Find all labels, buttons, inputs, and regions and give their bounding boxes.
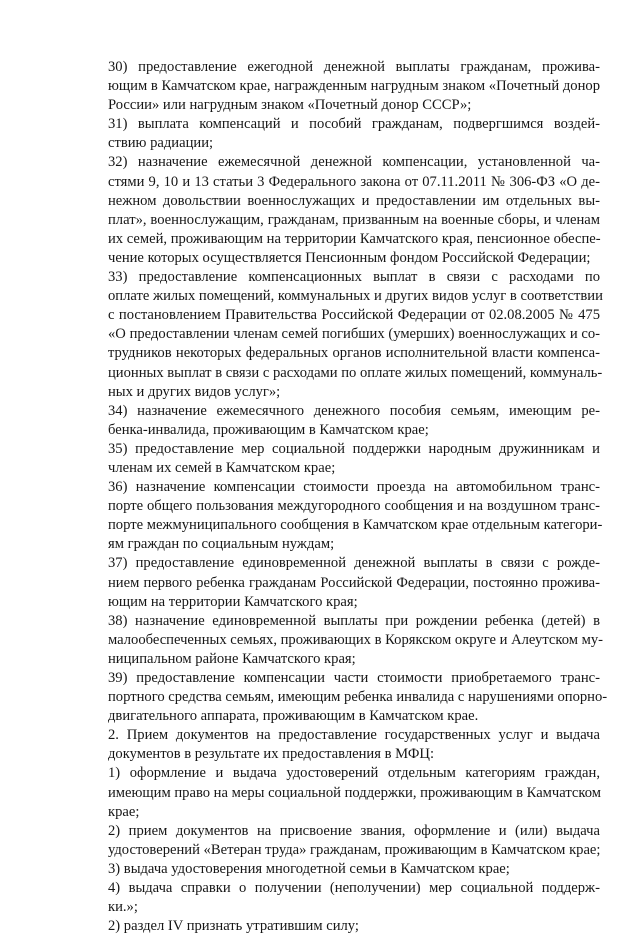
document-line: нежном довольствии военнослужащих и предоставлении им отдельных вы-: [108, 192, 600, 209]
document-line: их семей, проживающим на территории Камчатского края, пенсионное обеспе-: [108, 230, 601, 247]
document-line: двигательного аппарата, проживающим в Камчатском крае.: [108, 708, 479, 725]
document-paragraph: [72, 478, 603, 554]
document-paragraph: [72, 554, 600, 611]
document-paragraph: [72, 612, 603, 669]
document-line: стями 9, 10 и 13 статьи 3 Федерального закона от 07.11.2011 № 306-ФЗ «О де-: [108, 173, 600, 190]
document-paragraph: [72, 917, 600, 936]
document-line: ствию радиации;: [108, 135, 214, 152]
document-paragraph: [72, 764, 600, 821]
document-line: 2) прием документов на присвоение звания, оформление и (или) выдача: [108, 822, 600, 839]
document-line: с постановлением Правительства Российской Федерации от 02.08.2005 № 475: [108, 307, 600, 324]
document-line: 30) предоставление ежегодной денежной выплаты гражданам, прожива-: [108, 59, 600, 75]
document-line: ниципальном районе Камчатского края;: [108, 650, 356, 667]
document-paragraph: [72, 822, 600, 860]
document-line: крае;: [108, 803, 140, 820]
document-line: порте межмуниципального сообщения в Камчатском крае отдельным категори-: [108, 517, 603, 534]
document-line: 34) назначение ежемесячного денежного пособия семьям, имеющим ре-: [108, 402, 600, 419]
document-line: 32) назначение ежемесячной денежной компенсации, установленной ча-: [108, 154, 600, 171]
document-line: 37) предоставление единовременной денежной выплаты в связи с рожде-: [108, 555, 600, 572]
document-paragraph: [72, 58, 600, 115]
document-line: ки.»;: [108, 899, 138, 916]
document-paragraph: [72, 860, 600, 879]
document-line: 31) выплата компенсаций и пособий гражданам, подвергшимся воздей-: [108, 116, 600, 133]
document-line: членам их семей в Камчатском крае;: [108, 459, 336, 476]
document-body: [72, 58, 608, 936]
document-line: трудников некоторых федеральных органов исполнительной власти компенса-: [108, 345, 600, 362]
document-paragraph: [72, 402, 600, 440]
document-line: 33) предоставление компенсационных выплат в связи с расходами по: [108, 269, 600, 286]
document-line: ционных выплат в связи с расходами по оплате жилых помещений, коммуналь-: [108, 364, 603, 381]
document-paragraph: [72, 879, 600, 917]
document-line: 2. Прием документов на предоставление государственных услуг и выдача: [108, 727, 600, 744]
document-line: 3) выдача удостоверения многодетной семьи в Камчатском крае;: [108, 860, 510, 877]
document-line: 36) назначение компенсации стоимости проезда на автомобильном транс-: [108, 479, 600, 496]
document-line: 2) раздел IV признать утратившим силу;: [108, 918, 359, 935]
document-line: 35) предоставление мер социальной поддержки народным дружинникам и: [108, 440, 600, 457]
document-line: документов в результате их предоставления в МФЦ:: [108, 746, 435, 763]
document-paragraph: [72, 726, 600, 764]
document-line: 4) выдача справки о получении (неполучении) мер социальной поддерж-: [108, 880, 600, 897]
document-line: имеющим право на меры социальной поддержки, проживающим в Камчатском: [108, 784, 601, 801]
document-line: 38) назначение единовременной выплаты при рождении ребенка (детей) в: [108, 612, 600, 629]
document-line: удостоверений «Ветеран труда» гражданам, проживающим в Камчатском крае;: [108, 841, 601, 858]
document-line: оплате жилых помещений, коммунальных и других видов услуг в соответствии: [108, 288, 603, 305]
document-line: портного средства семьям, имеющим ребенка инвалида с нарушениями опорно-: [108, 689, 608, 706]
document-line: «О предоставлении членам семей погибших (умерших) военнослужащих и со-: [108, 326, 600, 343]
document-line: бенка-инвалида, проживающим в Камчатском крае;: [108, 421, 429, 438]
document-line: 39) предоставление компенсации части стоимости приобретаемого транс-: [108, 670, 600, 686]
document-paragraph: [72, 153, 600, 268]
document-line: нием первого ребенка гражданам Российской Федерации, постоянно прожива-: [108, 574, 600, 591]
document-paragraph: [72, 669, 608, 726]
document-line: ям граждан по социальным нуждам;: [108, 536, 335, 553]
document-line: ных и других видов услуг»;: [108, 383, 281, 400]
document-line: России» или нагрудным знаком «Почетный донор СССР»;: [108, 97, 472, 114]
document-paragraph: [72, 268, 603, 402]
document-paragraph: [72, 440, 600, 478]
document-line: плат», военнослужащим, гражданам, призванным на военные сборы, и членам: [108, 211, 600, 228]
document-paragraph: [72, 115, 600, 153]
document-line: ющим в Камчатском крае, награжденным нагрудным знаком «Почетный донор: [108, 78, 600, 95]
document-line: 1) оформление и выдача удостоверений отдельным категориям граждан,: [108, 765, 600, 782]
document-line: малообеспеченных семьях, проживающих в Корякском округе и Алеутском му-: [108, 631, 603, 648]
document-line: чение которых осуществляется Пенсионным фондом Российской Федерации;: [108, 249, 591, 266]
document-line: порте общего пользования междугородного сообщения и на воздушном транс-: [108, 498, 600, 515]
document-line: ющим на территории Камчатского края;: [108, 593, 358, 610]
